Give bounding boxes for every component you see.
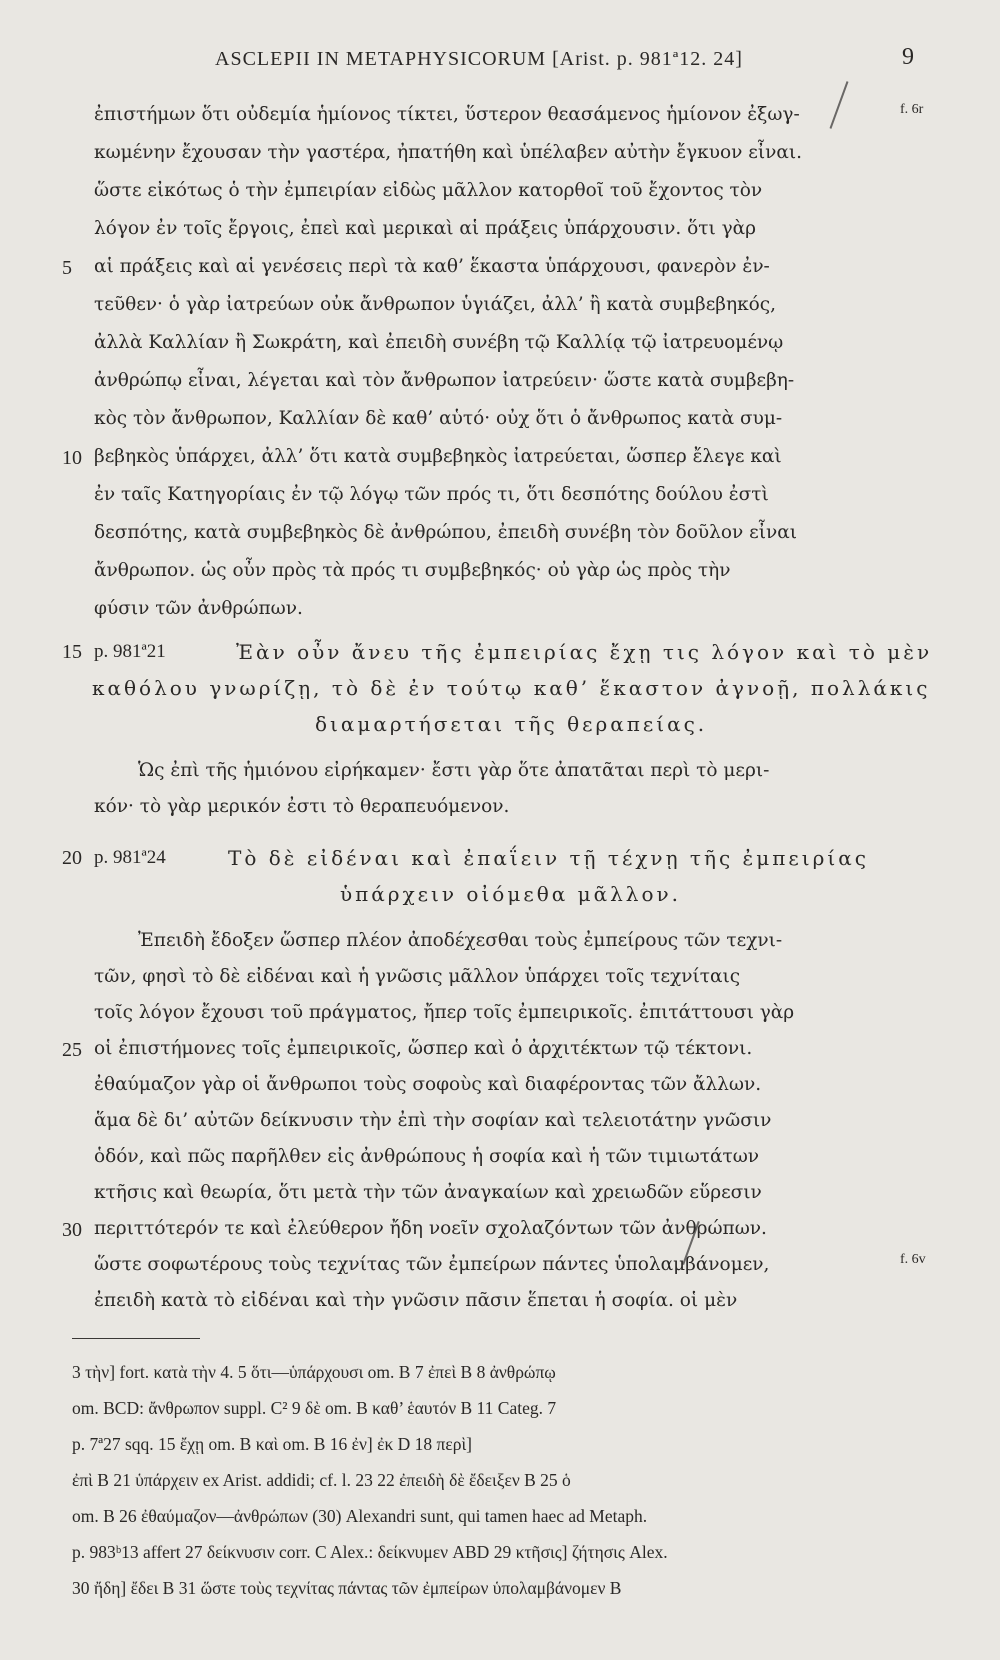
text-line [0,1182,1000,1218]
footnote-line: p. 983ᵇ13 affert 27 δείκνυσιν corr. C Alex.: δείκνυμεν ABD 29 κτῆσις] ζήτησις Alex. [72,1542,668,1562]
line-number: 15 [62,641,82,663]
line-text: ὁδόν, καὶ πῶς παρῆλθεν εἰς ἀνθρώπους ἡ σοφία καὶ ἡ τῶν τιμιωτάτων [94,1146,760,1167]
line-text: ὥστε εἰκότως ὁ τὴν ἐμπειρίαν εἰδὼς μᾶλλον κατορθοῖ τοῦ ἔχοντος τὸν [94,180,763,201]
text-line [0,1110,1000,1146]
line-text: κωμένην ἔχουσαν τὴν γαστέρα, ἠπατήθη καὶ ὑπέλαβεν αὐτὴν ἔγκυον εἶναι. [94,142,802,163]
line-text: καθόλου γνωρίζῃ, τὸ δὲ ἐν τούτῳ καθ’ ἕκαστον ἀγνοῇ, πολλάκις [92,676,931,700]
text-line [0,1218,1000,1254]
line-text: ὑπάρχειν οἰόμεθα μᾶλλον. [340,882,682,906]
line-text: κόν· τὸ γὰρ μερικόν ἐστι τὸ θεραπευόμενον. [94,796,510,817]
text-line [0,142,1000,178]
text-line [0,104,1000,140]
line-text: τεῦθεν· ὁ γὰρ ἰατρεύων οὐκ ἄνθρωπον ὑγιάζει, ἀλλ’ ἢ κατὰ συμβεβηκός, [94,294,777,315]
text-line [0,218,1000,254]
text-line [0,882,1000,918]
footnote-rule [72,1338,200,1339]
text-line [0,846,1000,882]
footnote-line: om. BCD: ἄνθρωπον suppl. C² 9 δὲ om. B καθ’ ἑαυτόν B 11 Categ. 7 [72,1398,557,1418]
page-number: 9 [902,44,915,70]
text-line [0,294,1000,330]
footnote-line: p. 7ª27 sqq. 15 ἔχῃ om. B καὶ om. B 16 ἐν] ἐκ D 18 περὶ] [72,1434,472,1454]
line-number: 10 [62,447,82,469]
text-line [0,1002,1000,1038]
line-text: αἱ πράξεις καὶ αἱ γενέσεις περὶ τὰ καθ’ ἕκαστα ὑπάρχουσι, φανερὸν ἐν- [94,256,770,277]
text-line [0,796,1000,832]
text-line [0,966,1000,1002]
footnote-line: 3 τὴν] fort. κατὰ τὴν 4. 5 ὅτι—ὑπάρχουσι om. B 7 ἐπεὶ B 8 ἀνθρώπῳ [72,1362,556,1382]
text-line [0,332,1000,368]
bekker-reference: p. 981ª21 [94,641,166,662]
line-text: ἐν ταῖς Κατηγορίαις ἐν τῷ λόγῳ τῶν πρός τι, ὅτι δεσπότης δούλου ἐστὶ [94,484,769,505]
text-line [0,930,1000,966]
line-text: ἐπιστήμων ὅτι οὐδεμία ἡμίονος τίκτει, ὕστερον θεασάμενος ἡμίονον ἐξωγ- [94,104,800,125]
text-line [0,1290,1000,1326]
line-number: 25 [62,1039,82,1061]
line-text: κὸς τὸν ἄνθρωπον, Καλλίαν δὲ καθ’ αὑτό· οὐχ ὅτι ὁ ἄνθρωπος κατὰ συμ- [94,408,783,429]
text-line [0,640,1000,676]
line-text: ὥστε σοφωτέρους τοὺς τεχνίτας τῶν ἐμπείρων πάντες ὑπολαμβάνομεν, [94,1254,770,1275]
line-text: τῶν, φησὶ τὸ δὲ εἰδέναι καὶ ἡ γνῶσις μᾶλλον ὑπάρχει τοῖς τεχνίταις [94,966,741,987]
line-text: Τὸ δὲ εἰδέναι καὶ ἐπαΐειν τῇ τέχνῃ τῆς ἐμπειρίας [228,846,869,870]
running-title: ASCLEPII IN METAPHYSICORUM [Arist. p. 981ª12. 24] [215,48,743,70]
line-text: περιττότερόν τε καὶ ἐλεύθερον ἤδη νοεῖν σχολαζόντων τῶν ἀνθρώπων. [94,1218,767,1239]
line-number: 30 [62,1219,82,1241]
line-text: Ἐπειδὴ ἔδοξεν ὥσπερ πλέον ἀποδέχεσθαι τοὺς ἐμπείρους τῶν τεχνι- [138,930,783,951]
line-text: ἄνθρωπον. ὡς οὖν πρὸς τὰ πρός τι συμβεβηκός· οὐ γὰρ ὡς πρὸς τὴν [94,560,731,581]
line-text: κτῆσις καὶ θεωρία, ὅτι μετὰ τὴν τῶν ἀναγκαίων καὶ χρειωδῶν εὕρεσιν [94,1182,762,1203]
folio-marker: f. 6v [900,1252,926,1267]
line-number: 20 [62,847,82,869]
text-line [0,446,1000,482]
line-text: ἀνθρώπῳ εἶναι, λέγεται καὶ τὸν ἄνθρωπον ἰατρεύειν· ὥστε κατὰ συμβεβη- [94,370,795,391]
line-text: Ὡς ἐπὶ τῆς ἡμιόνου εἰρήκαμεν· ἔστι γὰρ ὅτε ἀπατᾶται περὶ τὸ μερι- [138,760,770,781]
line-text: ἐθαύμαζον γὰρ οἱ ἄνθρωποι τοὺς σοφοὺς καὶ διαφέροντας τῶν ἄλλων. [94,1074,762,1095]
line-text: ἅμα δὲ δι’ αὐτῶν δείκνυσιν τὴν ἐπὶ τὴν σοφίαν καὶ τελειοτάτην γνῶσιν [94,1110,772,1131]
text-line [0,180,1000,216]
text-line [0,484,1000,520]
line-text: οἱ ἐπιστήμονες τοῖς ἐμπειρικοῖς, ὥσπερ καὶ ὁ ἀρχιτέκτων τῷ τέκτονι. [94,1038,753,1059]
text-line [0,522,1000,558]
bekker-reference: p. 981ª24 [94,847,166,868]
line-text: βεβηκὸς ὑπάρχει, ἀλλ’ ὅτι κατὰ συμβεβηκὸς ἰατρεύεται, ὥσπερ ἔλεγε καὶ [94,446,782,467]
text-line [0,760,1000,796]
text-line [0,598,1000,634]
text-line [0,1074,1000,1110]
text-line [0,408,1000,444]
footnote-line: ἐπὶ B 21 ὑπάρχειν ex Arist. addidi; cf. l. 23 22 ἐπειδὴ δὲ ἔδειξεν B 25 ὁ [72,1470,571,1490]
text-line [0,1254,1000,1290]
line-number: 5 [62,257,72,279]
folio-marker: f. 6r [900,102,924,117]
line-text: ἐπειδὴ κατὰ τὸ εἰδέναι καὶ τὴν γνῶσιν πᾶσιν ἕπεται ἡ σοφία. οἱ μὲν [94,1290,738,1311]
line-text: φύσιν τῶν ἀνθρώπων. [94,598,303,619]
text-line [0,1038,1000,1074]
line-text: ἀλλὰ Καλλίαν ἢ Σωκράτη, καὶ ἐπειδὴ συνέβη τῷ Καλλίᾳ τῷ ἰατρευομένῳ [94,332,784,353]
line-text: τοῖς λόγον ἔχουσι τοῦ πράγματος, ἤπερ τοῖς ἐμπειρικοῖς. ἐπιτάττουσι γὰρ [94,1002,795,1023]
line-text: Ἐὰν οὖν ἄνευ τῆς ἐμπειρίας ἔχῃ τις λόγον καὶ τὸ μὲν [236,640,933,664]
page-header [0,44,1000,84]
text-line [0,1146,1000,1182]
text-line [0,370,1000,406]
text-line [0,560,1000,596]
line-text: δεσπότης, κατὰ συμβεβηκὸς δὲ ἀνθρώπου, ἐπειδὴ συνέβη τὸν δοῦλον εἶναι [94,522,797,543]
footnote-line: 30 ἤδη] ἔδει B 31 ὥστε τοὺς τεχνίτας πάντας τῶν ἐμπείρων ὑπολαμβάνομεν B [72,1578,622,1598]
text-line [0,256,1000,292]
text-line [0,676,1000,712]
footnote-line: om. B 26 ἐθαύμαζον—ἀνθρώπων (30) Alexandri sunt, qui tamen haec ad Metaph. [72,1506,648,1526]
text-line [0,712,1000,748]
line-text: διαμαρτήσεται τῆς θεραπείας. [315,712,708,736]
line-text: λόγον ἐν τοῖς ἔργοις, ἐπεὶ καὶ μερικαὶ αἱ πράξεις ὑπάρχουσιν. ὅτι γὰρ [94,218,757,239]
